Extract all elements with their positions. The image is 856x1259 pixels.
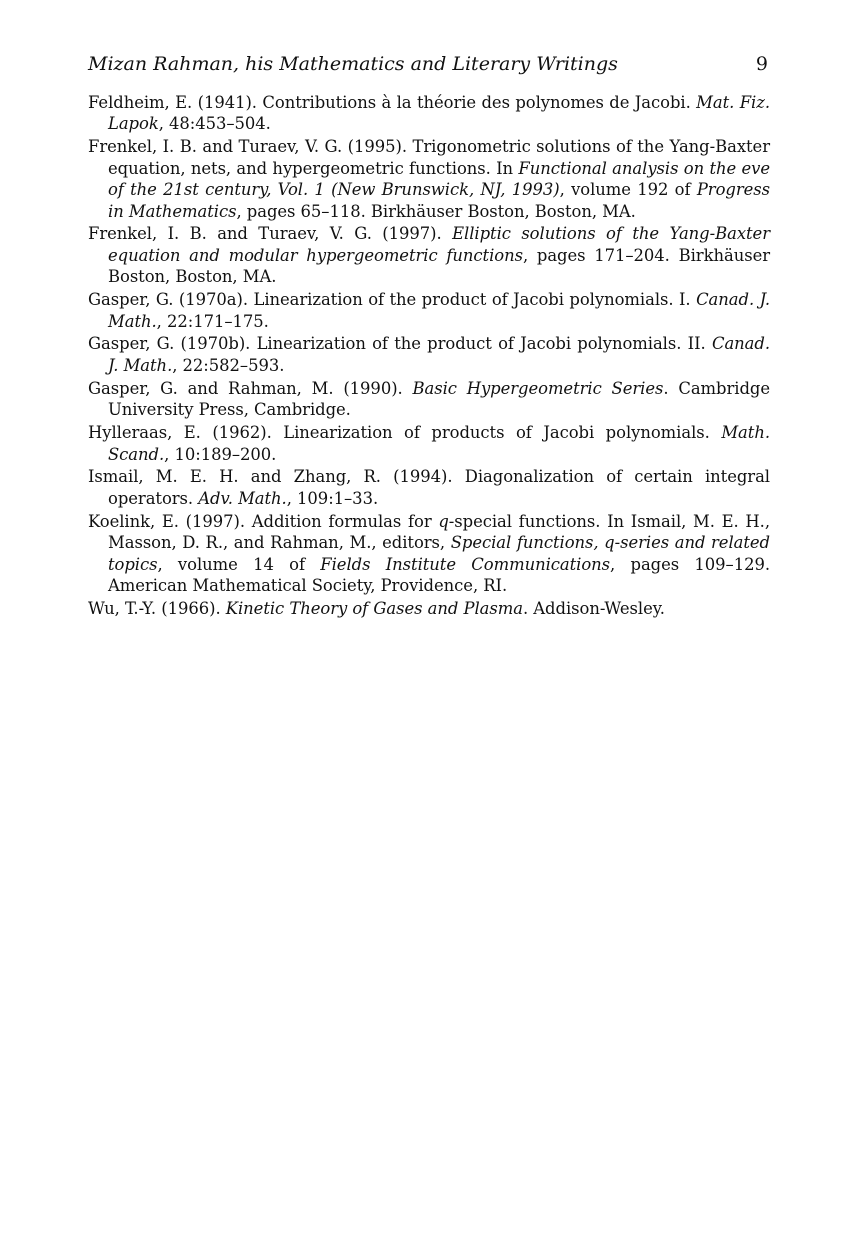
reference-text: Wu, T.-Y. (1966). bbox=[88, 598, 226, 618]
reference-text: , 48:453–504. bbox=[158, 114, 271, 134]
reference-item bbox=[88, 598, 770, 619]
reference-item bbox=[88, 136, 770, 222]
reference-text: Gasper, G. and Rahman, M. (1990). bbox=[88, 378, 413, 398]
reference-italic-text: Progress in Mathematics bbox=[108, 180, 770, 221]
reference-text: , volume 14 of bbox=[157, 554, 321, 574]
reference-text: Frenkel, I. B. and Turaev, V. G. (1997). bbox=[88, 224, 453, 244]
reference-italic-text: Adv. Math. bbox=[198, 488, 287, 508]
reference-text: , pages 171–204. Birkhäuser Boston, Boston, MA. bbox=[108, 245, 770, 287]
reference-italic-text: Functional analysis on the eve of the 21st century, Vol. 1 (New Brunswick, NJ, 1993) bbox=[108, 158, 770, 200]
reference-italic-text: Mat. Fiz. Lapok bbox=[108, 93, 770, 134]
running-head bbox=[88, 52, 770, 76]
reference-item bbox=[88, 466, 770, 509]
reference-text: , pages 109–129. American Mathematical Society, Providence, RI. bbox=[108, 554, 770, 595]
reference-item bbox=[88, 511, 770, 597]
reference-text: . Cambridge University Press, Cambridge. bbox=[108, 378, 770, 420]
reference-italic-text: Special functions, q-series and related topics bbox=[108, 533, 770, 574]
reference-italic-text: Canad. J. Math. bbox=[108, 290, 770, 331]
page bbox=[88, 52, 770, 621]
reference-text: , 10:189–200. bbox=[164, 444, 277, 464]
reference-text: , volume 192 of bbox=[559, 180, 697, 200]
reference-italic-text: Math. Scand. bbox=[108, 423, 770, 464]
reference-text: . Addison-Wesley. bbox=[522, 598, 665, 618]
page-number: 9 bbox=[755, 53, 768, 75]
reference-text: , pages 65–118. Birkhäuser Boston, Boston, MA. bbox=[236, 201, 636, 221]
reference-item bbox=[88, 92, 770, 135]
reference-item bbox=[88, 333, 770, 376]
reference-italic-text: Basic Hypergeometric Series bbox=[412, 378, 664, 398]
reference-italic-text: Canad. J. Math. bbox=[108, 334, 770, 375]
reference-text: Frenkel, I. B. and Turaev, V. G. (1995). Trigonometric solutions of the Yang-Baxter equation, nets, and hypergeometric functions. In bbox=[88, 137, 770, 178]
reference-italic-text: q bbox=[438, 511, 449, 531]
reference-italic-text: Fields Institute Communications bbox=[320, 554, 611, 574]
reference-italic-text: Elliptic solutions of the Yang-Baxter equation and modular hypergeometric functions bbox=[108, 224, 770, 265]
reference-text: Feldheim, E. (1941). Contributions à la théorie des polynomes de Jacobi. bbox=[88, 93, 697, 112]
reference-text: Hylleraas, E. (1962). Linearization of products of Jacobi polynomials. bbox=[88, 423, 722, 443]
reference-item bbox=[88, 223, 770, 287]
reference-text: -special functions. In Ismail, M. E. H., Masson, D. R., and Rahman, M., editors, bbox=[108, 511, 770, 553]
reference-text: , 22:171–175. bbox=[156, 311, 269, 331]
running-title: Mizan Rahman, his Mathematics and Literary Writings bbox=[88, 53, 618, 75]
reference-text: , 109:1–33. bbox=[286, 488, 379, 508]
reference-item bbox=[88, 422, 770, 465]
reference-text: Koelink, E. (1997). Addition formulas for bbox=[88, 511, 439, 531]
reference-italic-text: Kinetic Theory of Gases and Plasma bbox=[225, 598, 523, 618]
reference-list bbox=[88, 92, 770, 619]
reference-text: , 22:582–593. bbox=[172, 355, 285, 375]
reference-text: Ismail, M. E. H. and Zhang, R. (1994). Diagonalization of certain integral operators. bbox=[88, 467, 770, 508]
reference-item bbox=[88, 378, 770, 421]
reference-text: Gasper, G. (1970b). Linearization of the product of Jacobi polynomials. II. bbox=[88, 334, 712, 354]
reference-item bbox=[88, 289, 770, 332]
reference-text: Gasper, G. (1970a). Linearization of the product of Jacobi polynomials. I. bbox=[88, 290, 697, 310]
